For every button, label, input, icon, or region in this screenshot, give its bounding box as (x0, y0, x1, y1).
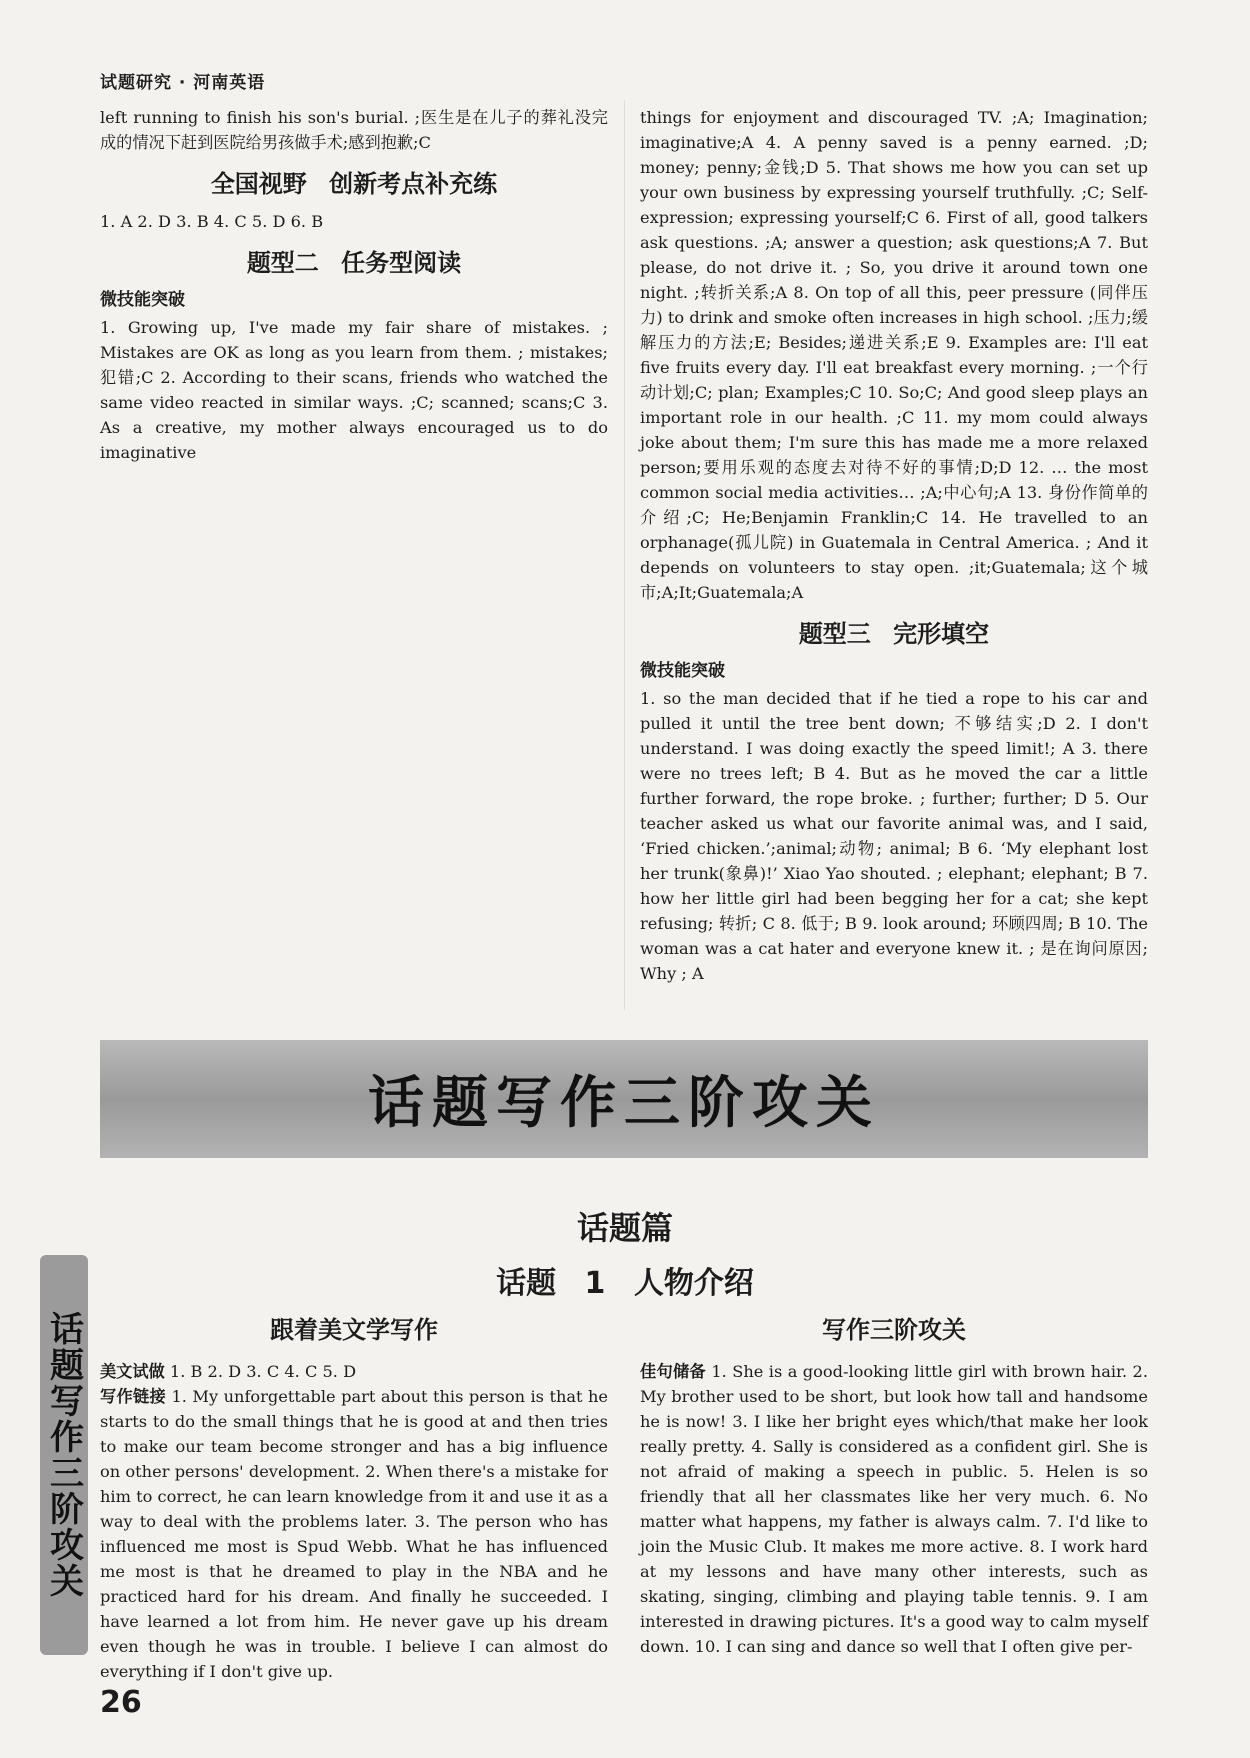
cloze-answers: 1. so the man decided that if he tied a rope to his car and pulled it until the tree bent down; 不够结实;D 2. I don't understand. I was doing exactly the speed limit!; A 3. there were no trees left; B 4. But as he moved the car a little further forward, the rope broke. ; further; further; D 5. Our teacher asked us what our favorite animal was, and I said, ‘Fried chicken.’;animal;动物; animal; B 6. ‘My elephant lost her trunk(象鼻)!’ Xiao Yao shouted. ; elephant; elephant; B 7. how her little girl had been begging her for a cat; she kept refusing; 转折; C 8. 低于; B 9. look around; 环顾四周; B 10. The woman was a cat hater and everyone knew it. ; 是在询问原因; Why ; A (640, 689, 1148, 983)
running-header: 试题研究 · 河南英语 (100, 73, 266, 93)
right-column-answers (640, 105, 1148, 986)
page-number: 26 (100, 1685, 142, 1720)
left-column-writing (100, 1315, 608, 1684)
right-column-writing (640, 1315, 1148, 1659)
good-sentences-text (640, 1359, 1148, 1659)
model-essay-answers (100, 1359, 608, 1384)
topic-title: 话题 1 人物介绍 (496, 1266, 754, 1301)
section-title-task-reading: 题型二 任务型阅读 (246, 249, 462, 277)
side-tab-label: 话题写作三阶攻关 (43, 1311, 84, 1599)
answer-paragraph-continued: things for enjoyment and discouraged TV. ;A; Imagination; imaginative;A 4. A penny saved is a penny earned. ;D; money; penny;金钱;D 5. That shows me how you can set up your own business by expressing yourself truthfully. ;C; Self-expression; expressing yourself;C 6. First of all, good talkers ask questions. ;A; answer a question; ask questions;A 7. But please, do not drive it. ; So, you drive it around town one night. ;转折关系;A 8. On top of all this, peer pressure (同伴压力) to drink and smoke often increases in high school. ;压力;缓解压力的方法;E; Besides;递进关系;E 9. Examples are: I'll eat five fruits every day. I'll eat breakfast every morning. ;一个行动计划;C; plan; Examples;C 10. So;C; And good sleep plays an important role in our health. ;C 11. my mom could always joke about them; I'm sure this has made me a more relaxed person;要用乐观的态度去对待不好的事情;D;D 12. … the most common social media activities… ;A;中心句;A 13. 身份作简单的介绍;C; He;Benjamin Franklin;C 14. He travelled to an orphanage(孤儿院) in Guatemala in Central America. ; And it depends on volunteers to stay open. ;it;Guatemala;这个城市;A;It;Guatemala;A (640, 108, 1148, 602)
writing-link-body: 1. My unforgettable part about this person is that he starts to do the small things that he is good at and then tries to make our team become stronger and has a big influence on other persons' development. 2. When there's a mistake for him to correct, he can learn knowledge from it and use it as a way to deal with the problems later. 3. The person who has influenced me most is Spud Webb. What he has influenced me most is that he dreamed to play in the NBA and he practiced hard for his dream. And finally he succeeded. I have learned a lot from him. He never gave up his dream even though he was in trouble. I believe I can almost do everything if I don't give up. (100, 1387, 608, 1681)
left-column-heading: 跟着美文学写作 (270, 1316, 438, 1344)
answer-paragraph: left running to finish his son's burial. ;医生是在儿子的葬礼没完成的情况下赶到医院给男孩做手术;感到抱歉;C (100, 108, 608, 152)
micro-skill-subtitle: 微技能突破 (100, 290, 185, 310)
model-essay-values: 1. B 2. D 3. C 4. C 5. D (164, 1362, 357, 1381)
micro-skill-subtitle: 微技能突破 (640, 661, 725, 681)
left-column-answers (100, 105, 608, 465)
right-column-heading: 写作三阶攻关 (822, 1316, 966, 1344)
section-title-cloze: 题型三 完形填空 (798, 620, 990, 648)
side-tab (40, 1255, 88, 1655)
writing-link-label: 写作链接 (100, 1387, 167, 1406)
model-essay-label: 美文试做 (100, 1362, 165, 1381)
chapter-banner-title: 话题写作三阶攻关 (368, 1071, 880, 1136)
task-reading-answers: 1. Growing up, I've made my fair share of mistakes. ; Mistakes are OK as long as you learn from them. ; mistakes;犯错;C 2. According to their scans, friends who watched the same video reacted in similar ways. ;C; scanned; scans;C 3. As a creative, my mother always encouraged us to do imaginative (100, 318, 608, 462)
section-title-innovation: 全国视野 创新考点补充练 (210, 170, 498, 198)
column-divider (624, 100, 625, 1010)
good-sentences-label: 佳句储备 (640, 1362, 706, 1381)
good-sentences-body: 1. She is a good-looking little girl with brown hair. 2. My brother used to be short, but look how tall and handsome he is now! 3. I like her bright eyes which/that make her look really pretty. 4. Sally is considered as a confident girl. She is not afraid of making a speech in public. 5. Helen is so friendly that all her classmates like her very much. 6. No matter what happens, my father is always calm. 7. I'd like to join the Music Club. It makes me more active. 8. I work hard at my lessons and have many other interests, such as skating, singing, climbing and playing table tennis. 9. I am interested in drawing pictures. It's a good way to calm myself down. 10. I can sing and dance so well that I often give per- (640, 1362, 1149, 1656)
chapter-banner (100, 1040, 1148, 1158)
innovation-answers: 1. A 2. D 3. B 4. C 5. D 6. B (100, 212, 324, 231)
writing-link-text (100, 1384, 608, 1684)
part-title: 话题篇 (576, 1209, 673, 1247)
